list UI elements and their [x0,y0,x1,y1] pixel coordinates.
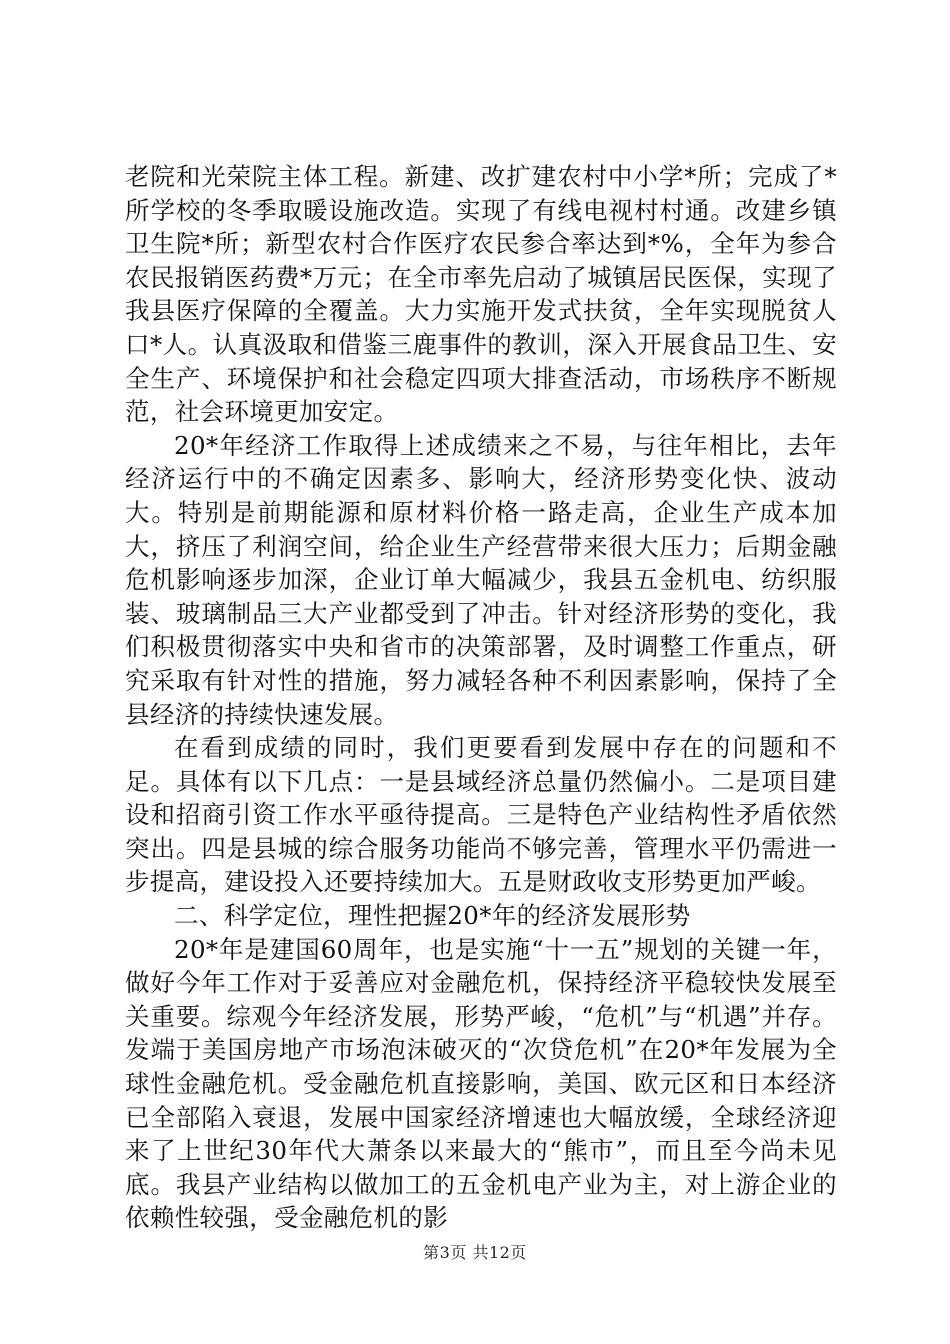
paragraph-economic-work: 20*年经济工作取得上述成绩来之不易，与往年相比，去年经济运行中的不确定因素多、影响大，经济形势变化快、波动大。特别是前期能源和原材料价格一路走高，企业生产成本加大，挤压了利润空间，给企业生产经营带来很大压力；后期金融危机影响逐步加深，企业订单大幅减少，我县五金机电、纺织服装、玻璃制品三大产业都受到了冲击。针对经济形势的变化，我们积极贯彻落实中央和省市的决策部署，及时调整工作重点，研究采取有针对性的措施，努力减轻各种不利因素影响，保持了全县经济的持续快速发展。 [125,430,837,729]
document-body [125,160,837,1235]
paragraph-problems: 在看到成绩的同时，我们更要看到发展中存在的问题和不足。具体有以下几点：一是县域经济总量仍然偏小。二是项目建设和招商引资工作水平亟待提高。三是特色产业结构性矛盾依然突出。四是县城的综合服务功能尚不够完善，管理水平仍需进一步提高，建设投入还要持续加大。五是财政收支形势更加严峻。 [125,733,837,897]
paragraph-situation: 20*年是建国60周年，也是实施“十一五”规划的关键一年，做好今年工作对于妥善应对金融危机，保持经济平稳较快发展至关重要。综观今年经济发展，形势严峻，“危机”与“机遇”并存。发端于美国房地产市场泡沫破灭的“次贷危机”在20*年发展为全球性金融危机。受金融危机直接影响，美国、欧元区和日本经济已全部陷入衰退，发展中国家经济增速也大幅放缓，全球经济迎来了上世纪30年代大萧条以来最大的“熊市”，而且至今尚未见底。我县产业结构以做加工的五金机电产业为主，对上游企业的依赖性较强，受金融危机的影 [125,934,837,1233]
paragraph-continuation: 老院和光荣院主体工程。新建、改扩建农村中小学*所；完成了*所学校的冬季取暖设施改造。实现了有线电视村村通。改建乡镇卫生院*所；新型农村合作医疗农民参合率达到*%，全年为参合农民报销医药费*万元；在全市率先启动了城镇居民医保，实现了我县医疗保障的全覆盖。大力实施开发式扶贫，全年实现脱贫人口*人。认真汲取和借鉴三鹿事件的教训，深入开展食品卫生、安全生产、环境保护和社会稳定四项大排查活动，市场秩序不断规范，社会环境更加安定。 [125,162,837,427]
page-footer: 第3页 共12页 [423,1243,527,1262]
section-heading: 二、科学定位，理性把握20*年的经济发展形势 [174,901,691,931]
